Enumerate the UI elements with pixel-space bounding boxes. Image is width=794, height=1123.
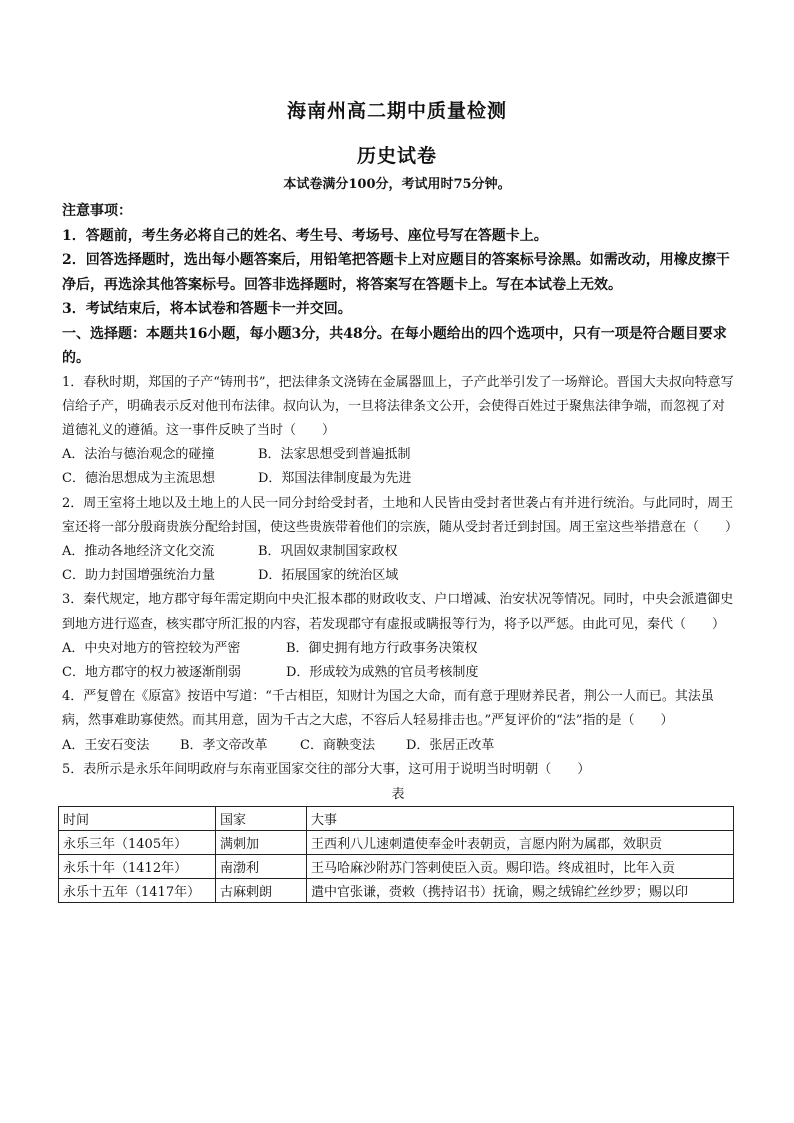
question-options <box>62 443 734 467</box>
option: C．地方郡守的权力被逐渐削弱 <box>62 664 241 680</box>
question-stem: 2．周王室将土地以及土地上的人民一同分封给受封者，土地和人民皆由受封者世袭占有并进行统治。与此同时，周王室还将一部分殷商贵族分配给封国，使这些贵族带着他们的宗族，随从受封者迁到封国。周王室这些举措意在（ ） <box>62 495 739 535</box>
table-cell: 古麻剌朗 <box>216 878 307 902</box>
exam-subject: 历史试卷 <box>356 145 437 167</box>
notice-heading: 注意事项： <box>62 203 132 219</box>
exam-title: 海南州高二期中质量检测 <box>286 100 507 122</box>
question-options <box>62 564 734 588</box>
table-cell: 王马哈麻沙附苏门答剌使臣入贡。赐印诰。终成祖时，比年入贡 <box>307 854 734 878</box>
table-cell: 王西利八儿速刺遣使奉金叶表朝贡，言愿内附为属郡，效职贡 <box>307 830 734 854</box>
events-table <box>58 806 734 903</box>
table-cell: 永乐十年（1412年） <box>59 854 216 878</box>
option: A．推动各地经济文化交流 <box>62 543 215 559</box>
table-cell: 南渤利 <box>216 854 307 878</box>
option: D．拓展国家的统治区域 <box>258 568 399 584</box>
section-heading: 一、选择题：本题共16小题，每小题3分，共48分。在每小题给出的四个选项中，只有一项是符合题目要求的。 <box>62 325 727 366</box>
option: B．法家思想受到普遍抵制 <box>258 447 411 463</box>
table-header-cell: 大事 <box>307 806 734 830</box>
option: B．巩固奴隶制国家政权 <box>258 543 398 559</box>
table-header-cell: 国家 <box>216 806 307 830</box>
table-row <box>59 854 734 878</box>
option: C．德治思想成为主流思想 <box>62 471 215 487</box>
option: C．助力封国增强统治力量 <box>62 568 215 584</box>
option: D．郑国法律制度最为先进 <box>258 471 412 487</box>
option: C．商鞅变法 <box>300 737 375 753</box>
question-options <box>62 661 734 685</box>
option: A．法治与德治观念的碰撞 <box>62 447 215 463</box>
table-header-row <box>59 806 734 830</box>
table-header-cell: 时间 <box>59 806 216 830</box>
question-stem: 4．严复曾在《原富》按语中写道：“千古相臣，知财计为国之大命，而有意于理财养民者，荆公一人而已。其法虽病，然事难助寡使然。而其用意，固为千古之大虑，不容后人轻易排击也。”严复评价的“法”指的是（ ） <box>62 689 714 729</box>
question-options <box>62 734 734 758</box>
question-stem: 1．春秋时期，郑国的子产“铸刑书”，把法律条文浇铸在金属器皿上，子产此举引发了一场辩论。晋国大夫叔向特意写信给子产，明确表示反对他刊布法律。叔向认为，一旦将法律条文公开，会使得百姓过于聚焦法律争端，而忽视了对道德礼义的遵循。这一事件反映了当时（ ） <box>62 374 734 438</box>
table-row <box>59 878 734 902</box>
question-options <box>62 540 734 564</box>
table-cell: 满刺加 <box>216 830 307 854</box>
notice-item: 1．答题前，考生务必将自己的姓名、考生号、考场号、座位号写在答题卡上。 <box>62 227 548 244</box>
option: D．张居正改革 <box>406 737 495 753</box>
question-stem: 5．表所示是永乐年间明政府与东南亚国家交往的部分大事，这可用于说明当时明朝（ ） <box>62 761 591 777</box>
option: A．王安石变法 <box>62 737 150 753</box>
table-row <box>59 830 734 854</box>
option: A．中央对地方的管控较为严密 <box>62 640 241 656</box>
table-caption: 表 <box>391 786 405 802</box>
option: B．孝文帝改革 <box>180 737 268 753</box>
notice-item: 3．考试结束后，将本试卷和答题卡一并交回。 <box>62 301 352 317</box>
notice-item: 2．回答选择题时，选出每小题答案后，用铅笔把答题卡上对应题目的答案标号涂黑。如需改动，用橡皮擦干净后，再选涂其他答案标号。回答非选择题时，将答案写在答题卡上。写在本试卷上无效。 <box>62 252 730 293</box>
option: D．形成较为成熟的官员考核制度 <box>286 664 479 680</box>
question-options <box>62 637 734 661</box>
exam-info: 本试卷满分100分，考试用时75分钟。 <box>283 177 511 192</box>
option: B．御史拥有地方行政事务决策权 <box>286 640 478 656</box>
question-options <box>62 467 734 491</box>
question-stem: 3．秦代规定，地方郡守每年需定期向中央汇报本郡的财政收支、户口增减、治安状况等情况。同时，中央会派遣御史到地方进行巡查，核实郡守所汇报的内容，若发现郡守有虚报或瞒报等行为，将予以严惩。由此可见，秦代（ ） <box>62 592 734 632</box>
table-cell: 遣中官张谦，赍敕（携持诏书）抚谕，赐之绒锦纻丝纱罗；赐以印 <box>307 878 734 902</box>
table-cell: 永乐十五年（1417年） <box>59 878 216 902</box>
exam-body <box>62 199 739 903</box>
table-cell: 永乐三年（1405年） <box>59 830 216 854</box>
